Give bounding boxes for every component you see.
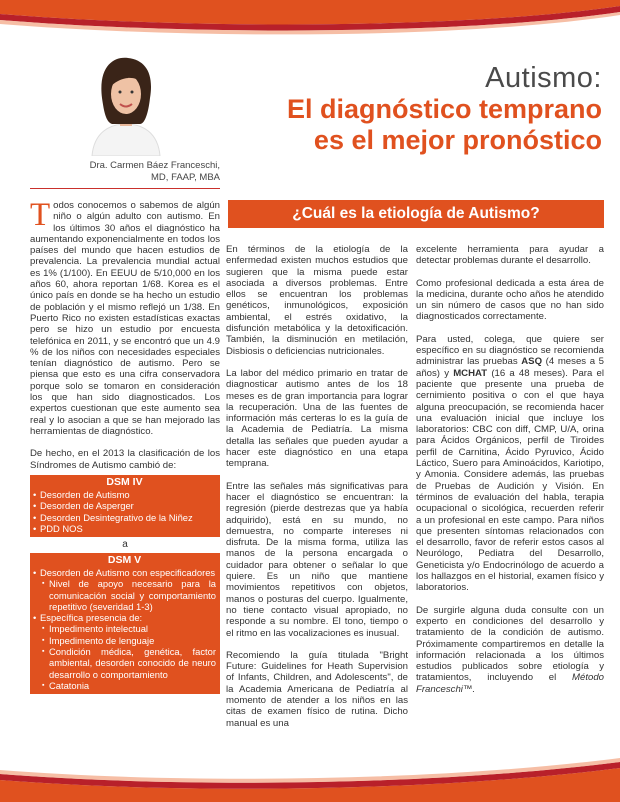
asq-label: ASQ <box>521 356 543 368</box>
paragraph-tests <box>416 334 604 594</box>
mchat-label: MCHAT <box>453 367 488 379</box>
dsm5-list <box>33 567 216 691</box>
title-line-2: El diagnóstico temprano <box>286 94 602 124</box>
drop-cap: T <box>30 197 51 233</box>
paragraph: Recomiendo la guía titulada "Bright Future: Guidelines for Heath Supervision of Infants, Children, and Adolescents", de la Academia Americana de Pediatría al momento de atender a los niños en las citas de examen físico de rutina. Dicho manual es una <box>226 649 408 729</box>
text-span: (4 meses a 5 años) y <box>416 356 604 379</box>
author-name: Dra. Carmen Báez Franceschi, <box>89 160 220 171</box>
dsm4-list <box>33 489 216 534</box>
list-item: • Desorden de Autismo con especificadores <box>33 567 216 578</box>
paragraph: Entre las señales más significativas para hacer el diagnóstico se encuentran: la regresión (pierde destrezas que ya había adquirido), está en su mundo, no demuestra, no comparte intereses ni disfruta. De la misma forma, utiliza las manos de la persona encargada o cuidador para obtener o señalar lo que quiere. Es un niño que mantiene movimientos repetitivos con objetos, manos o posturas del cuerpo. Igualmente, no tiene contacto visual apropiado, no responde a su nombre. El tono, tiempo o el ritmo en las vocalizaciones es inusual. <box>226 480 408 639</box>
dsm4-box <box>30 475 220 537</box>
list-subitem: ▪ Impedimento de lenguaje <box>33 635 216 646</box>
dsm5-box <box>30 553 220 695</box>
top-swoosh-decoration <box>0 0 620 40</box>
paragraph: excelente herramienta para ayudar a detectar problemas durante el desarrollo. <box>416 244 604 267</box>
article-title <box>232 62 602 156</box>
dsm-separator: a <box>122 539 128 551</box>
paragraph: La labor del médico primario en tratar de diagnosticar autismo antes de los 18 meses es de gran importancia para lograr la recuperación. Una de las fuentes de información más certeras lo es la guía de la Academia de Pediatría. La misma detalla las señales que pueden ayudar a hacer este diagnóstico en una etapa temprana. <box>226 367 408 470</box>
author-credentials: MD, FAAP, MBA <box>151 172 220 183</box>
list-subitem: ▪ Impedimento intelectual <box>33 623 216 634</box>
list-subitem: ▪ Catatonia <box>33 680 216 691</box>
dsm4-title: DSM IV <box>106 475 143 488</box>
column-1 <box>30 197 220 696</box>
text-span: De surgirle alguna duda consulte con un experto en condiciones del desarrollo y tratamiento de la condición de autismo. Próximamente compartiremos en detalle la información relacionada a los últimos estudios publicados sobre etiología y tratamientos, incluyendo el <box>416 604 604 684</box>
column-3 <box>416 244 604 706</box>
list-subitem: ▪ Condición médica, genética, factor ambiental, desorden conocido de neuro desarrollo o comportamiento <box>33 646 216 680</box>
bottom-swoosh-decoration <box>0 758 620 802</box>
paragraph: Como profesional dedicada a esta área de la medicina, durante ocho años he atendido un sin número de casos que no han sido diagnosticados correctamente. <box>416 277 604 323</box>
dsm-intro: De hecho, en el 2013 la clasificación de los Síndromes de Autismo cambió de: <box>30 448 220 471</box>
list-item: • Desorden de Autismo <box>33 489 216 500</box>
list-item: • Específica presencia de: <box>33 612 216 623</box>
list-item: • PDD NOS <box>33 523 216 534</box>
author-divider <box>30 188 220 189</box>
author-byline <box>30 160 220 184</box>
method-name: Método Franceschi™. <box>416 672 604 695</box>
list-item: • Desorden de Asperger <box>33 500 216 511</box>
intro-text: odos conocemos o sabemos de algún niño o algún adulto con autismo. En los últimos 30 años el diagnóstico ha aumentando exponencialmente en todos los países del mundo que hacen estudios de prevalencia. La prevalencia mundial actual es 1% (1/100). En EEUU de 5/10,000 en los años 60, ahora reportan 1/68. Korea es el único país en donde se ha hecho un estudio de población y el mismo reflejó un 1/38. En Puerto Rico no existen estadísticas exactas pero se hizo un estudio por encuesta telefónica en 2011, y se encontró que un 4.9 % de los niños con necesidades especiales tenían diagnóstico de autismo. Pero se piensa que esto es una cifra conservadora porque solo se tomaron en consideración los que han sido diagnosticados. Los expertos cuestionan que este aumento sea real y lo asocian a que se han mejorado las herramientas de diagnóstico. <box>30 200 220 437</box>
text-span: Para usted, colega, que quiere ser específico en su diagnóstico se recomienda administrar las pruebas <box>416 333 604 368</box>
section-heading: ¿Cuál es la etiología de Autismo? <box>228 200 604 228</box>
title-line-3: es el mejor pronóstico <box>313 125 602 155</box>
intro-paragraph <box>30 197 220 437</box>
title-line-1: Autismo: <box>485 62 602 94</box>
author-portrait <box>84 52 168 156</box>
column-2 <box>226 244 408 740</box>
dsm5-title: DSM V <box>107 553 142 566</box>
list-subitem: ▪ Nivel de apoyo necesario para la comunicación social y comportamiento repetitivo (severidad 1-3) <box>33 578 216 612</box>
text-span: (16 a 48 meses). Para el paciente que presente una prueba de cernimiento positiva o con el que haya alguna preocupación, se recomienda hacer una evaluación inicial que incluye los laboratorios: CBC con diff, CMP, U/A, orina para Ácidos Orgánicos, perfil de Tiroides perfil de Carnitina, Ácido Pyruvico, Ácido Láctico, Suero para Aminoácidos, Kariotipo, y Amonia. Considere además, las pruebas de Pruebas de Audición y Visión. En términos de evaluación del habla, terapia ocupacional o sicológica, recuerden referir a un profesional en este campo. Para niños que presenten síntomas relacionados con el desarrollo, favor de referir estos casos al Neurólogo, Pediatra del Desarrollo, Geneticista y/o Endocrinólogo de acuerdo a los hallazgos en el historial, examen físico y laboratorios. <box>416 367 604 594</box>
list-item: • Desorden Desintegrativo de la Niñez <box>33 512 216 523</box>
paragraph-closing <box>416 605 604 695</box>
paragraph: En términos de la etiología de la enfermedad existen muchos estudios que sugieren que la misma puede estar asociada a diversos problemas. Entre ellos se encuentran los problemas genéticos, inmunológicos, exposición ambiental, el estrés oxidativo, la disfunción metabólica y la detoxificación. También, la disminución en metilación, Disbiosis o deficiencias nutricionales. <box>226 244 408 357</box>
